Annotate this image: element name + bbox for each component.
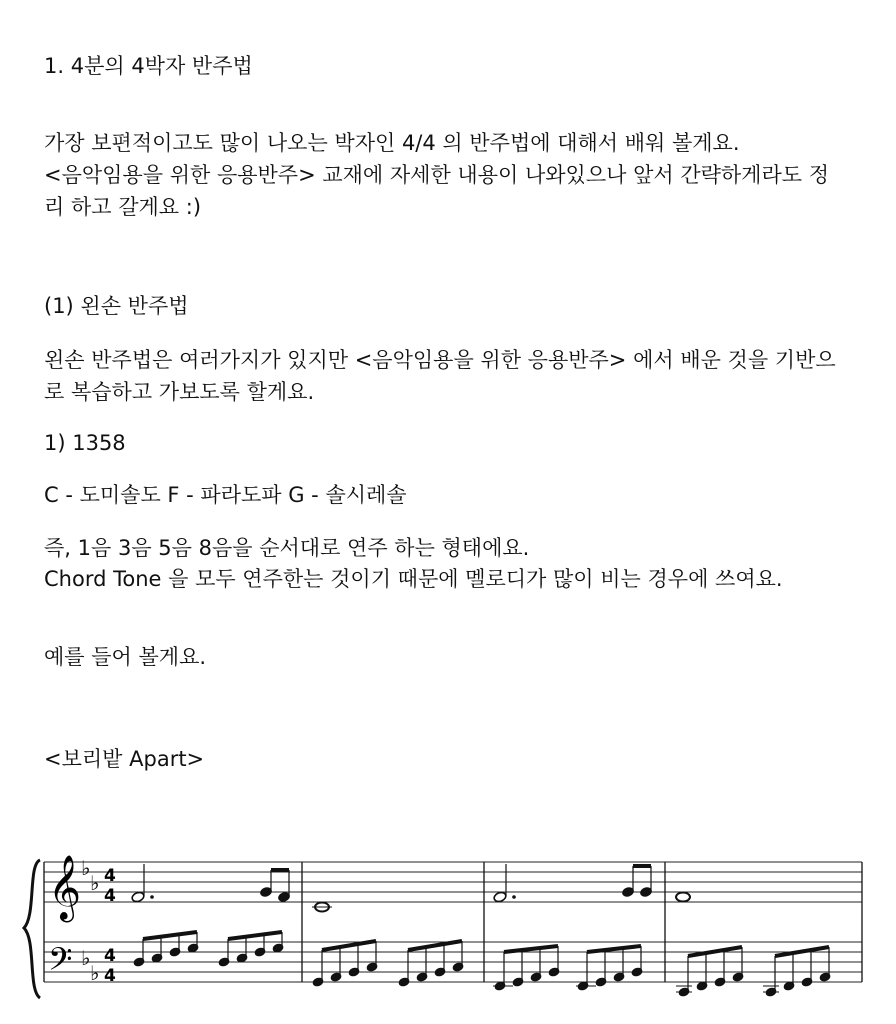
intro-line-3: 리 하고 갈게요 :): [44, 195, 202, 219]
barlines: [44, 862, 862, 982]
intro-line-2: <음악임용을 위한 응용반주> 교재에 자세한 내용이 나와있으나 앞서 간략하게라도 정: [44, 163, 829, 187]
treble-notes: [131, 864, 690, 912]
section-body-line-1: 왼손 반주법은 여러가지가 있지만 <음악임용을 위한 응용반주> 에서 배운 것을 기반으: [44, 348, 836, 372]
chords-line: C - 도미솔도 F - 파라도파 G - 솔시레솔: [44, 483, 407, 507]
svg-text:♭: ♭: [90, 961, 100, 985]
section-title: (1) 왼손 반주법: [44, 294, 189, 318]
heading: 1. 4분의 4박자 반주법: [44, 54, 253, 78]
pattern-title: 1) 1358: [44, 431, 126, 455]
section-body-line-2: 로 복습하고 가보도록 할게요.: [44, 380, 315, 404]
time-signature-treble: [104, 866, 116, 906]
bass-clef-icon: 𝄢: [48, 941, 73, 985]
svg-text:♭: ♭: [81, 946, 91, 970]
intro-line-1: 가장 보편적이고도 많이 나오는 박자인 4/4 의 반주법에 대해서 배워 볼게요.: [44, 131, 740, 155]
treble-staff: [44, 862, 862, 902]
grand-staff-brace: [24, 860, 40, 998]
svg-text:4: 4: [104, 966, 116, 986]
song-title: <보리밭 Apart>: [44, 747, 205, 771]
svg-text:4: 4: [104, 866, 116, 886]
sheet-music: [0, 820, 896, 1024]
treble-clef-icon: 𝄞: [48, 855, 82, 920]
svg-text:♭: ♭: [90, 871, 100, 895]
svg-text:4: 4: [104, 886, 116, 906]
svg-text:4: 4: [104, 946, 116, 966]
explain-line-2: Chord Tone 을 모두 연주한는 것이기 때문에 멜로디가 많이 비는 경우에 쓰여요.: [44, 567, 783, 591]
svg-text:♭: ♭: [81, 856, 91, 880]
explain-line-1: 즉, 1음 3음 5음 8음을 순서대로 연주 하는 형태에요.: [44, 536, 530, 560]
time-signature-bass: [104, 946, 116, 986]
example-intro: 예를 들어 볼게요.: [44, 645, 207, 669]
